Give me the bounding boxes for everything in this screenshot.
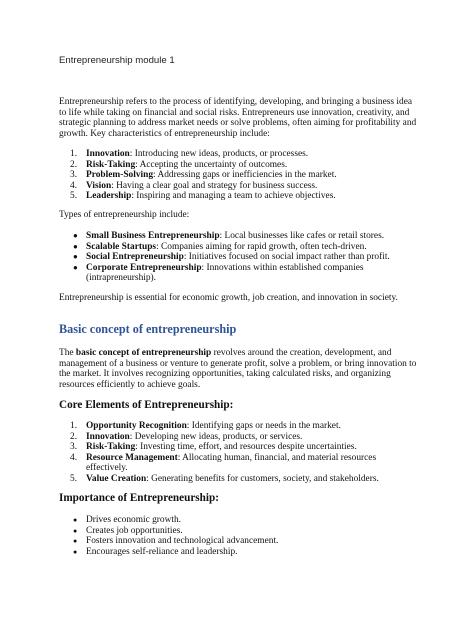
basic-concept-paragraph: [59, 348, 419, 390]
list-number: 5.: [70, 473, 78, 484]
item-desc: : Companies aiming for rapid growth, often tech-driven.: [156, 241, 367, 252]
list-item: [59, 242, 399, 253]
item-desc: : Initiatives focused on social impact rather than profit.: [183, 252, 390, 263]
basic-rest: revolves around the creation, development, and management of a business or venture to generate profit, solve a problem, or bring innovation to the market. It involves recognizing opportunities, taking calculated risks, and organizing resources efficiently to achieve goals.: [59, 348, 417, 390]
item-term: Social Entrepreneurship: [86, 252, 184, 263]
list-item: [59, 160, 399, 171]
section-heading-basic-concept: Basic concept of entrepreneurship: [59, 322, 237, 336]
item-term: Small Business Entrepreneurship: [86, 231, 220, 241]
item-desc: : Introducing new ideas, products, or processes.: [129, 149, 309, 159]
list-item: [59, 474, 399, 485]
item-term: Risk-Taking: [86, 159, 136, 170]
item-term: Innovation: [86, 149, 130, 159]
list-item: [59, 526, 399, 537]
item-term: Innovation: [86, 431, 130, 442]
item-desc: : Having a clear goal and strategy for business success.: [111, 180, 318, 191]
core-elements-heading: Core Elements of Entrepreneurship:: [59, 399, 234, 411]
bullet-icon: ●: [73, 526, 78, 535]
bullet-icon: ●: [73, 537, 78, 546]
list-item: [59, 421, 399, 432]
item-desc: : Innovations within established companies (intrapreneurship).: [86, 262, 364, 284]
bullet-icon: ●: [73, 516, 78, 524]
bullet-icon: ●: [73, 252, 78, 262]
list-item: [59, 432, 399, 443]
list-number: 5.: [70, 191, 78, 202]
item-desc: : Generating benefits for customers, society, and stakeholders.: [146, 473, 379, 484]
list-item: [59, 170, 399, 181]
item-term: Corporate Entrepreneurship: [86, 262, 202, 273]
item-term: Leadership: [86, 191, 132, 202]
item-desc: : Allocating human, financial, and material resources effectively.: [86, 452, 377, 474]
types-intro: Types of entrepreneurship include:: [59, 210, 190, 220]
basic-prefix: The: [59, 348, 76, 358]
item-term: Opportunity Recognition: [86, 421, 187, 431]
list-item: [59, 536, 399, 547]
list-item: [59, 453, 399, 474]
intro-paragraph: Entrepreneurship refers to the process of identifying, developing, and bringing a business idea to life while taking on financial and social risks. Entrepreneurs use innovation, creativity, and strategic planning to address market needs or solve problems, often aiming for profitability and growth. Key characteristics of entrepreneurship include:: [59, 97, 417, 139]
importance-list: [59, 515, 399, 557]
item-text: Creates job opportunities.: [86, 525, 183, 536]
item-term: Scalable Startups: [86, 241, 157, 252]
item-term: Vision: [86, 180, 112, 191]
list-number: 3.: [70, 442, 78, 453]
bullet-icon: ●: [73, 547, 78, 556]
item-term: Risk-Taking: [86, 442, 136, 453]
item-text: Fosters innovation and technological advancement.: [86, 536, 279, 547]
list-number: 3.: [70, 170, 78, 181]
item-text: Encourages self-reliance and leadership.: [86, 546, 238, 557]
item-text: Drives economic growth.: [86, 515, 182, 525]
item-term: Value Creation: [86, 473, 147, 484]
list-item: [59, 181, 399, 192]
item-desc: : Local businesses like cafes or retail stores.: [219, 231, 385, 241]
item-desc: : Inspiring and managing a team to achieve objectives.: [131, 191, 336, 202]
list-number: 2.: [70, 159, 78, 170]
module-title: Entrepreneurship module 1: [59, 55, 175, 66]
list-number: 2.: [70, 431, 78, 442]
list-number: 4.: [70, 180, 78, 191]
list-item: [59, 547, 399, 558]
item-term: Resource Management: [86, 452, 178, 463]
list-item: [59, 252, 399, 263]
core-elements-list: [59, 421, 399, 485]
item-desc: : Addressing gaps or inefficiencies in the market.: [153, 170, 337, 181]
list-number: 1.: [70, 421, 78, 431]
list-item: [59, 515, 399, 526]
list-item: [59, 442, 399, 453]
list-number: 1.: [70, 149, 78, 159]
item-desc: : Developing new ideas, products, or services.: [129, 431, 303, 442]
item-desc: : Investing time, effort, and resources despite uncertainties.: [135, 442, 357, 453]
bullet-icon: ●: [73, 241, 78, 251]
item-desc: : Accepting the uncertainty of outcomes.: [135, 159, 288, 170]
list-item: [59, 263, 399, 284]
list-item: [59, 231, 399, 242]
list-number: 4.: [70, 452, 78, 463]
list-item: [59, 149, 399, 160]
characteristics-list: [59, 149, 399, 202]
item-term: Problem-Solving: [86, 170, 154, 181]
importance-heading: Importance of Entrepreneurship:: [59, 492, 219, 504]
essential-paragraph: Entrepreneurship is essential for economic growth, job creation, and innovation in society.: [59, 293, 398, 303]
bullet-icon: ●: [73, 262, 78, 272]
basic-bold-term: basic concept of entrepreneurship: [75, 348, 212, 358]
list-item: [59, 191, 399, 202]
item-desc: : Identifying gaps or needs in the market.: [186, 421, 341, 431]
bullet-icon: ●: [73, 231, 78, 240]
types-list: [59, 231, 399, 284]
